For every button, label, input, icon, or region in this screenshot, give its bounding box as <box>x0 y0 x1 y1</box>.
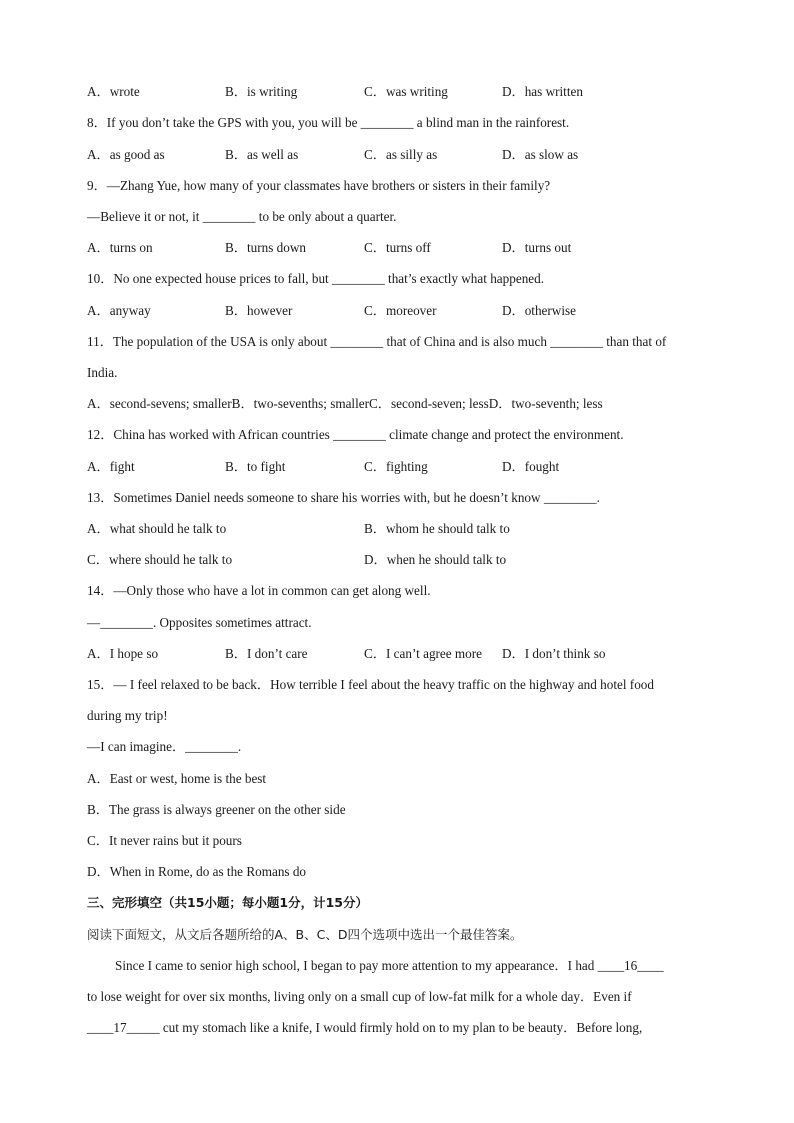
q15-option-d: D．When in Rome, do as the Romans do <box>87 864 307 879</box>
q9-option-c: C．turns off <box>364 240 431 255</box>
passage-line-3 <box>87 1020 642 1036</box>
q8-stem: 8．If you don’t take the GPS with you, you will be ________ a blind man in the rainforest. <box>87 115 570 130</box>
section-3-instruction: 阅读下面短文，从文后各题所给的A、B、C、D四个选项中选出一个最佳答案。 <box>87 927 523 942</box>
blank-16: ____16____ <box>597 958 664 973</box>
passage-line-2: to lose weight for over six months, living only on a small cup of low-fat milk for a whole day．Even if <box>87 989 632 1004</box>
passage-text-1: Since I came to senior high school, I began to pay more attention to my appearance．I had <box>115 958 598 973</box>
q15-reply: —I can imagine．________. <box>87 739 242 754</box>
q14-option-b: B．I don’t care <box>225 646 308 661</box>
q9-option-b: B．turns down <box>225 240 306 255</box>
q9-option-d: D．turns out <box>502 240 572 255</box>
q8-option-a: A．as good as <box>87 147 165 162</box>
q10-stem: 10．No one expected house prices to fall, but ________ that’s exactly what happened. <box>87 271 545 286</box>
q11-stem: 11．The population of the USA is only about ________ that of China and is also much ________ than that of <box>87 334 667 349</box>
passage-text-3: cut my stomach like a knife, I would firmly hold on to my plan to be beauty．Before long, <box>159 1020 643 1035</box>
q10-option-b: B．however <box>225 303 293 318</box>
q10-option-a: A．anyway <box>87 303 151 318</box>
section-3-title: 三、完形填空（共15小题；每小题1分，计15分） <box>87 895 368 910</box>
blank-17: ____17_____ <box>87 1020 160 1035</box>
q8-option-b: B．as well as <box>225 147 299 162</box>
q9-reply: —Believe it or not, it ________ to be only about a quarter. <box>87 209 397 224</box>
q14-option-a: A．I hope so <box>87 646 159 661</box>
q10-option-c: C．moreover <box>364 303 437 318</box>
q7-option-d: D．has written <box>502 84 583 99</box>
q12-option-c: C．fighting <box>364 459 428 474</box>
q15-option-c: C．It never rains but it pours <box>87 833 242 848</box>
q11-options: A．second-sevens; smallerB．two-sevenths; smallerC．second-seven; lessD．two-seventh; less <box>87 396 603 411</box>
q12-option-d: D．fought <box>502 459 560 474</box>
q7-option-c: C．was writing <box>364 84 448 99</box>
q13-option-a: A．what should he talk to <box>87 521 227 536</box>
q15-stem-cont: during my trip! <box>87 708 168 723</box>
q9-option-a: A．turns on <box>87 240 153 255</box>
q11-stem-cont: India. <box>87 365 118 380</box>
q7-option-a: A．wrote <box>87 84 140 99</box>
q14-option-d: D．I don’t think so <box>502 646 606 661</box>
q8-option-d: D．as slow as <box>502 147 579 162</box>
q15-option-a: A．East or west, home is the best <box>87 771 267 786</box>
q15-option-b: B．The grass is always greener on the other side <box>87 802 346 817</box>
q14-option-c: C．I can’t agree more <box>364 646 483 661</box>
q15-stem: 15．— I feel relaxed to be back．How terrible I feel about the heavy traffic on the highway and hotel food <box>87 677 654 692</box>
q13-option-d: D．when he should talk to <box>364 552 507 567</box>
q8-option-c: C．as silly as <box>364 147 438 162</box>
q12-stem: 12．China has worked with African countries ________ climate change and protect the environment. <box>87 427 624 442</box>
q13-option-b: B．whom he should talk to <box>364 521 510 536</box>
q9-stem: 9．—Zhang Yue, how many of your classmates have brothers or sisters in their family? <box>87 178 551 193</box>
q10-option-d: D．otherwise <box>502 303 576 318</box>
q13-stem: 13．Sometimes Daniel needs someone to share his worries with, but he doesn’t know ________. <box>87 490 600 505</box>
q7-option-b: B．is writing <box>225 84 298 99</box>
q14-reply: —________. Opposites sometimes attract. <box>87 615 312 630</box>
q12-option-b: B．to fight <box>225 459 286 474</box>
q13-option-c: C．where should he talk to <box>87 552 233 567</box>
q12-option-a: A．fight <box>87 459 135 474</box>
q14-stem: 14．—Only those who have a lot in common can get along well. <box>87 583 431 598</box>
passage-line-1 <box>115 958 664 974</box>
